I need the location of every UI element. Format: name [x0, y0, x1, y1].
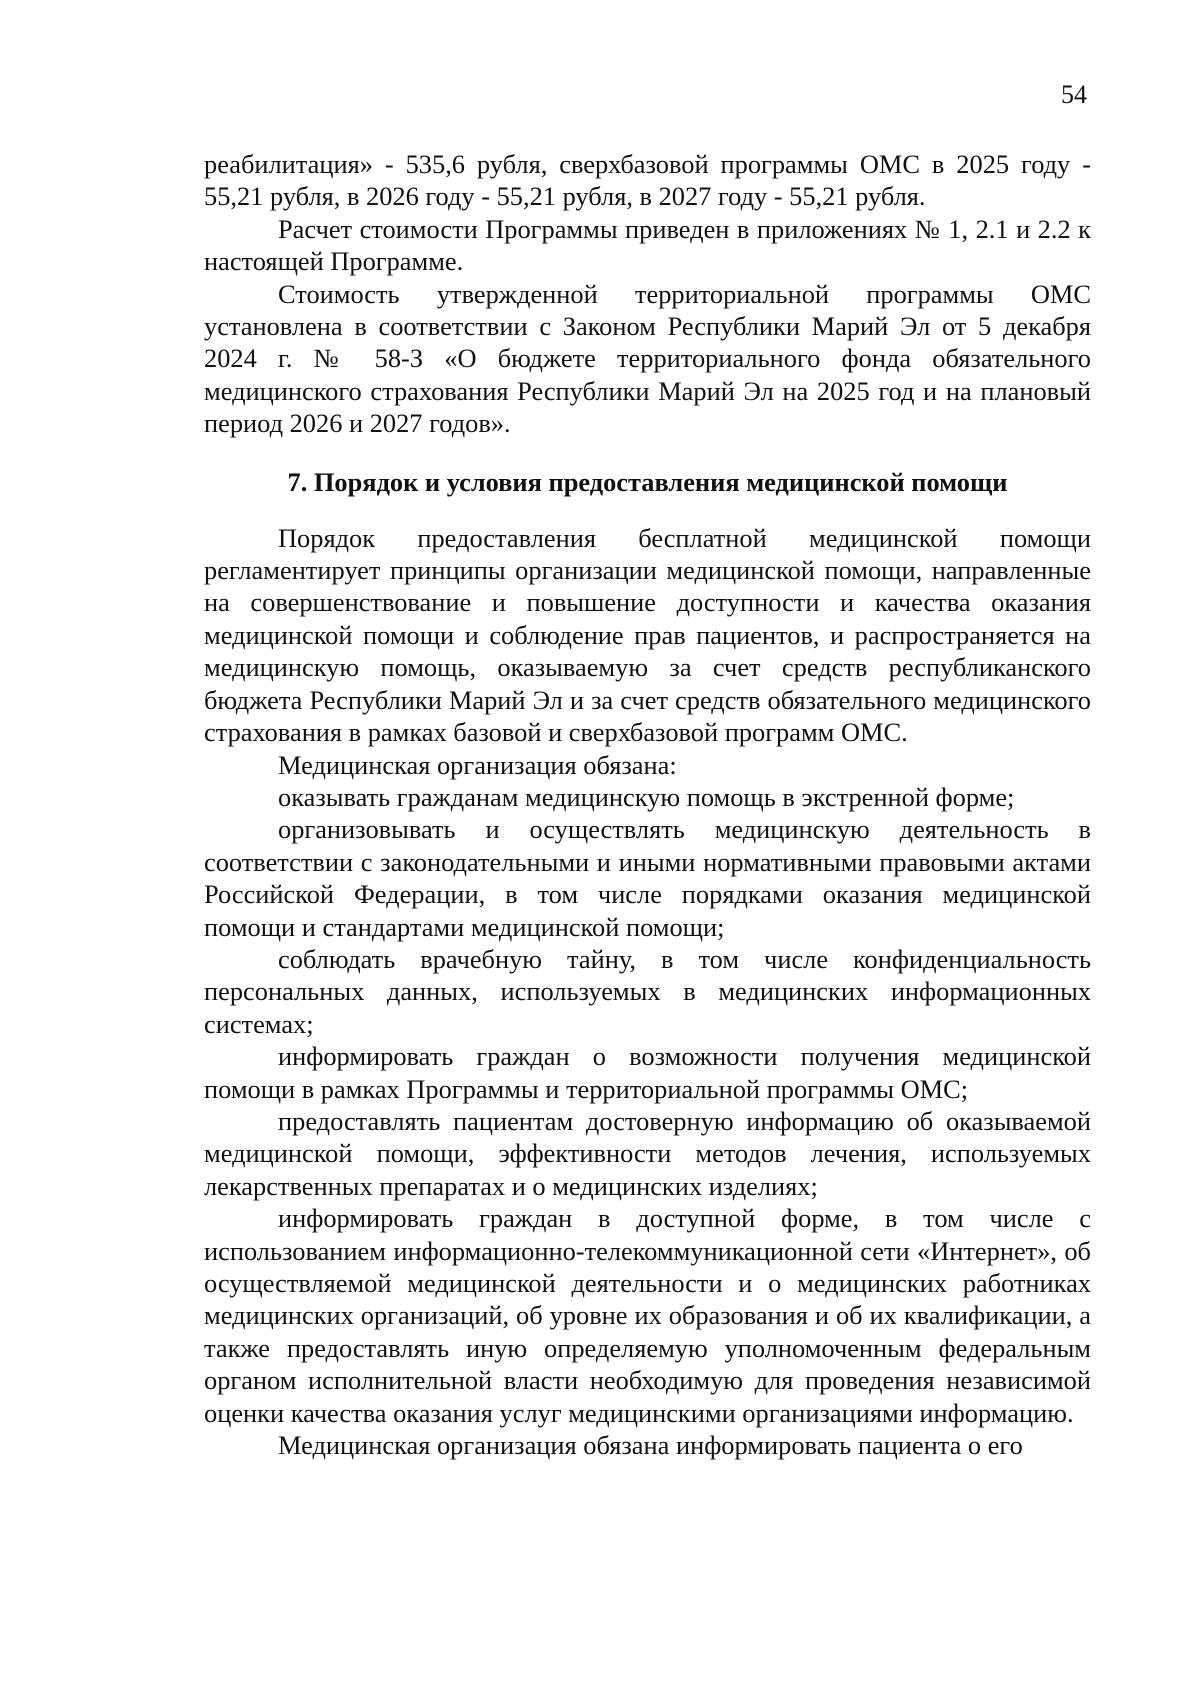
paragraph: информировать граждан о возможности получения медицинской помощи в рамках Программы и территориальной программы ОМС; [204, 1041, 1091, 1104]
document-body [204, 148, 1091, 1461]
paragraph: предоставлять пациентам достоверную информацию об оказываемой медицинской помощи, эффективности методов лечения, используемых лекарственных препаратах и о медицинских изделиях; [204, 1105, 1091, 1201]
paragraph: Медицинская организация обязана: [278, 749, 677, 780]
paragraph: оказывать гражданам медицинскую помощь в экстренной форме; [278, 781, 1015, 812]
paragraph: организовывать и осуществлять медицинскую деятельность в соответствии с законодательными и иными нормативными правовыми актами Российской Федерации, в том числе порядками оказания медицинской помощи и стандартами медицинской помощи; [204, 814, 1091, 942]
page-number: 54 [1061, 80, 1087, 109]
paragraph-continuation: реабилитация» - 535,6 рубля, сверхбазовой программы ОМС в 2025 году - 55,21 рубля, в 2026 году - 55,21 рубля, в 2027 году - 55,21 рубля. [204, 149, 1091, 212]
section-heading: 7. Порядок и условия предоставления медицинской помощи [287, 466, 1008, 497]
paragraph: Расчет стоимости Программы приведен в приложениях № 1, 2.1 и 2.2 к настоящей Программе. [204, 213, 1091, 277]
paragraph: Порядок предоставления бесплатной медицинской помощи регламентирует принципы организации медицинской помощи, направленные на совершенствование и повышение доступности и качества оказания медицинской помощи и соблюдение прав пациентов, и распространяется на медицинскую помощь, оказываемую за счет средств республиканского бюджета Республики Марий Эл и за счет средств обязательного медицинского страхования в рамках базовой и сверхбазовой программ ОМС. [204, 522, 1091, 748]
paragraph: соблюдать врачебную тайну, в том числе конфиденциальность персональных данных, используемых в медицинских информационных системах; [204, 943, 1091, 1039]
paragraph: информировать граждан в доступной форме, в том числе с использованием информационно-телекоммуникационной сети «Интернет», об осуществляемой медицинской деятельности и о медицинских работниках медицинских организаций, об уровне их образования и об их квалификации, а также предоставлять иную определяемую уполномоченным федеральным органом исполнительной власти необходимую для проведения независимой оценки качества оказания услуг медицинскими организациями информацию. [204, 1203, 1091, 1428]
paragraph: Стоимость утвержденной территориальной программы ОМС установлена в соответствии с Законом Республики Марий Эл от 5 декабря 2024 г. № 58-З «О бюджете территориального фонда обязательного медицинского страхования Республики Марий Эл на 2025 год и на плановый период 2026 и 2027 годов». [204, 278, 1091, 439]
paragraph-last: Медицинская организация обязана информировать пациента о его [278, 1430, 1023, 1461]
